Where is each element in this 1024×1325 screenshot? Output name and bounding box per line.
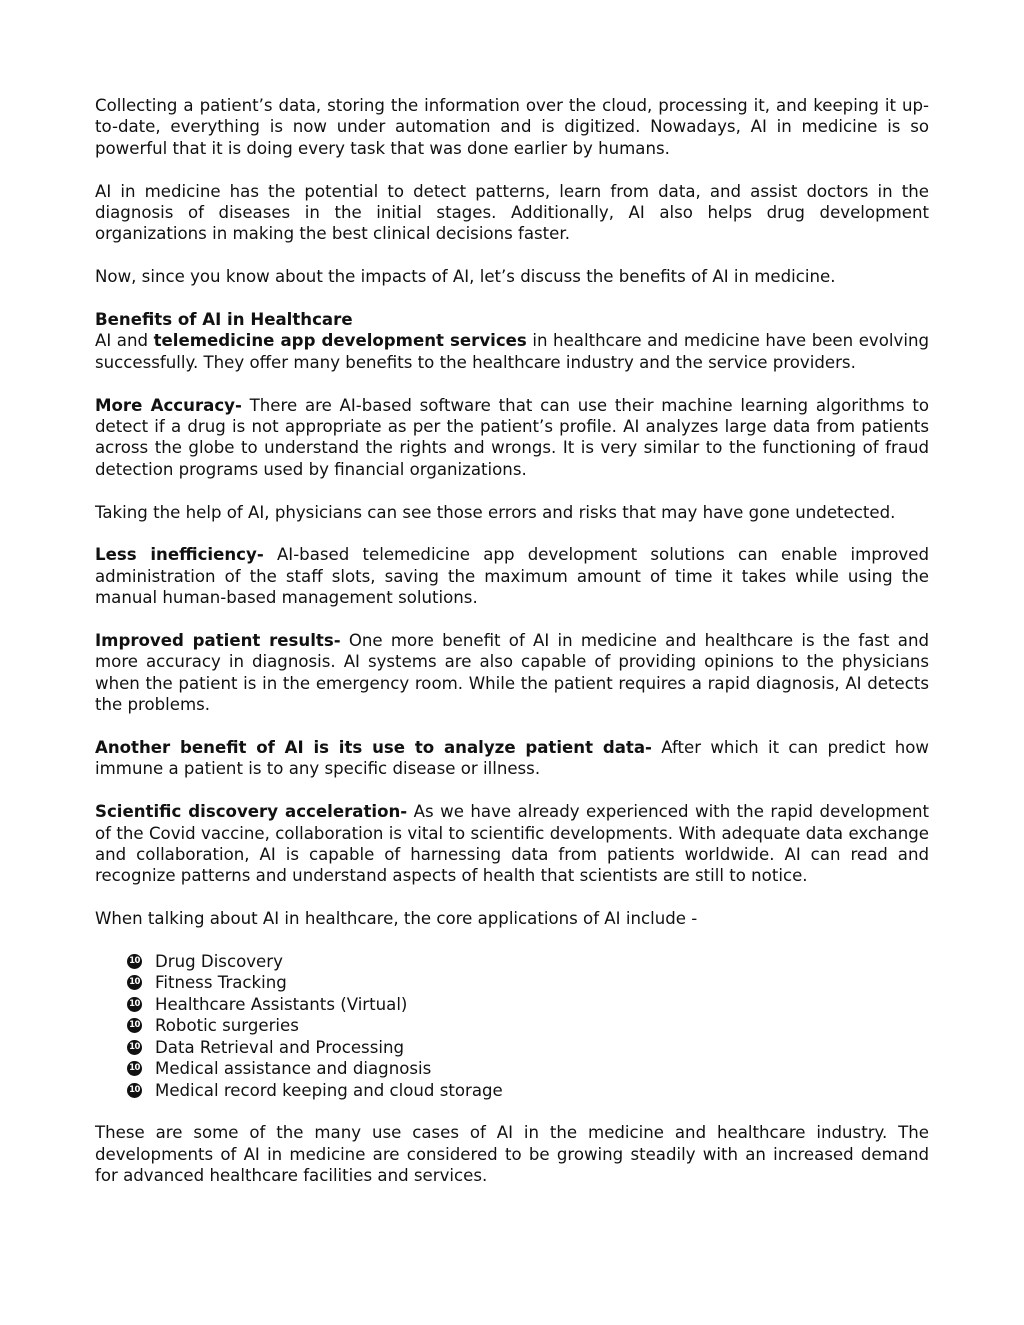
transition-paragraph: Now, since you know about the impacts of AI, let’s discuss the benefits of AI in medicine. [95,267,836,287]
benefit-inefficiency-title: Less inefficiency- [95,545,264,565]
intro-paragraph: Collecting a patient’s data, storing the information over the cloud, processing it, and keeping it up-to-date, everything is now under automation and is digitized. Nowadays, AI in medicine is so powerful that it is doing every task that was done earlier by humans. [95,96,929,158]
benefit-patient-results [95,630,929,716]
applications-list [95,951,929,1101]
list-item [127,951,929,972]
bullet-icon: 10 [127,975,142,990]
list-item [127,1080,929,1101]
benefits-intro-prefix: AI and [95,331,154,351]
benefit-patient-data-title: Another benefit of AI is its use to analyze patient data- [95,738,652,758]
bullet-icon: 10 [127,954,142,969]
benefits-section [95,309,929,373]
benefits-intro-paragraph [95,330,929,373]
benefit-inefficiency-text: AI-based telemedicine app development solutions can enable improved administration of the staff slots, saving the maximum amount of time it takes while using the manual human-based management solutions. [95,545,929,608]
list-item [127,994,929,1015]
bullet-icon: 10 [127,997,142,1012]
benefit-patient-results-title: Improved patient results- [95,631,341,651]
benefit-inefficiency [95,544,929,608]
bullet-icon: 10 [127,1061,142,1076]
list-item-label: Fitness Tracking [155,973,287,993]
benefit-accuracy-text: There are AI-based software that can use their machine learning algorithms to detect if a drug is not appropriate as per the patient’s profile. AI analyzes large data from patients across the globe to understand the rights and wrongs. It is very similar to the functioning of fraud detection programs used by financial organizations. [95,395,929,479]
bullet-icon: 10 [127,1040,142,1055]
list-item [127,1015,929,1036]
benefit-accuracy [95,395,929,481]
document-page [95,95,929,1208]
list-item-label: Robotic surgeries [155,1016,299,1036]
list-item [127,972,929,993]
list-item-label: Medical assistance and diagnosis [155,1059,432,1079]
benefit-scientific [95,801,929,887]
benefit-patient-data-text: After which it can predict how immune a patient is to any specific disease or illness. [95,738,929,779]
ai-potential-paragraph: AI in medicine has the potential to detect patterns, learn from data, and assist doctors in the diagnosis of diseases in the initial stages. Additionally, AI also helps drug development organizations in making the best clinical decisions faster. [95,181,929,244]
benefit-scientific-title: Scientific discovery acceleration- [95,802,408,822]
list-item-label: Healthcare Assistants (Virtual) [155,994,408,1014]
bullet-icon: 10 [127,1083,142,1098]
conclusion-paragraph: These are some of the many use cases of AI in the medicine and healthcare industry. The developments of AI in medicine are considered to be growing steadily with an increased demand for advanced healthcare facilities and services. [95,1123,929,1186]
applications-intro: When talking about AI in healthcare, the core applications of AI include - [95,909,698,929]
bullet-icon: 10 [127,1018,142,1033]
benefits-heading: Benefits of AI in Healthcare [95,310,353,330]
telemedicine-services-bold: telemedicine app development services [153,331,527,351]
list-item [127,1037,929,1058]
accuracy-followup-paragraph: Taking the help of AI, physicians can see those errors and risks that may have gone undetected. [95,502,896,522]
list-item [127,1058,929,1079]
benefit-accuracy-title: More Accuracy- [95,395,242,415]
benefit-scientific-text: As we have already experienced with the rapid development of the Covid vaccine, collaboration is vital to scientific developments. With adequate data exchange and collaboration, AI is capable of harnessing data from patients worldwide. AI can read and recognize patterns and understand aspects of health that scientists are still to notice. [95,802,929,886]
benefit-patient-results-text: One more benefit of AI in medicine and healthcare is the fast and more accuracy in diagnosis. AI systems are also capable of providing opinions to the physicians when the patient is in the emergency room. While the patient requires a rapid diagnosis, AI detects the problems. [95,631,929,715]
list-item-label: Data Retrieval and Processing [155,1037,405,1057]
benefits-intro-suffix: in healthcare and medicine have been evolving successfully. They offer many benefits to the healthcare industry and the service providers. [95,331,929,372]
list-item-label: Drug Discovery [155,952,283,972]
list-item-label: Medical record keeping and cloud storage [155,1080,503,1100]
benefit-patient-data [95,737,929,780]
